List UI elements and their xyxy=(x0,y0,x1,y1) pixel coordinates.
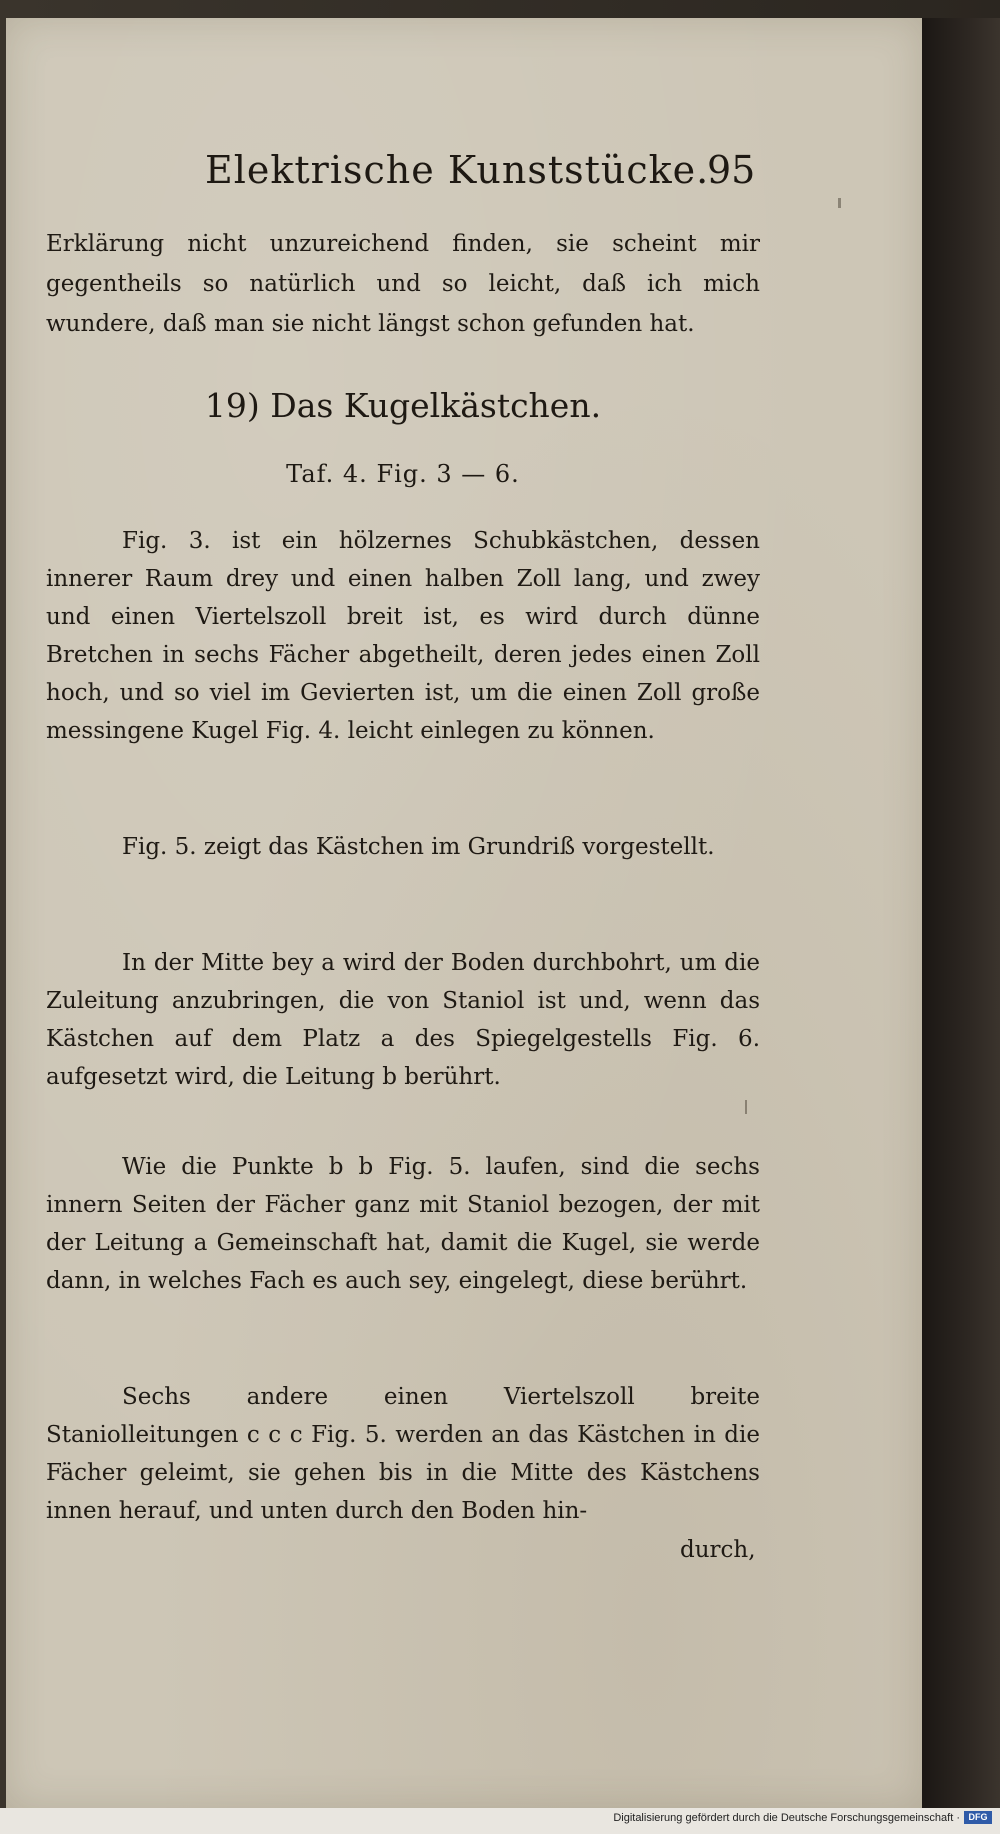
paragraph-text: Wie die Punkte b b Fig. 5. laufen, sind die sechs innern Seiten der Fächer ganz mit Staniol bezogen, der mit der Leitung a Gemeinschaft hat, damit die Kugel, sie werde dann, in welches Fach es auch sey, eingelegt, diese berührt. xyxy=(46,1154,760,1294)
paragraph-text: In der Mitte bey a wird der Boden durchbohrt, um die Zuleitung anzubringen, die von Staniol ist und, wenn das Kästchen auf dem Platz a des Spiegelgestells Fig. 6. aufgesetzt wird, die Leitung b berührt. xyxy=(46,950,760,1090)
paper-speck xyxy=(745,1100,747,1114)
body-paragraph xyxy=(46,1148,760,1300)
page-number: 95 xyxy=(707,148,756,192)
catchword: durch, xyxy=(680,1537,756,1563)
paragraph-text: Sechs andere einen Viertelszoll breite Staniolleitungen c c c Fig. 5. werden an das Kästchen in die Fächer geleimt, sie gehen bis in die Mitte des Kästchens innen herauf, und unten durch den Boden hin- xyxy=(46,1384,760,1524)
body-paragraph xyxy=(46,522,760,750)
continuation-paragraph: Erklärung nicht unzureichend finden, sie scheint mir gegentheils so natürlich und so leicht, daß ich mich wundere, daß man sie nicht längst schon gefunden hat. xyxy=(46,231,760,337)
section-title: 19) Das Kugelkästchen. xyxy=(204,386,602,425)
paragraph-text: Fig. 3. ist ein hölzernes Schubkästchen, dessen innerer Raum drey und einen halben Zoll lang, und zwey und einen Viertelszoll breit ist, es wird durch dünne Bretchen in sechs Fächer abgetheilt, deren jedes einen Zoll hoch, und so viel im Gevierten ist, um die einen Zoll große messingene Kugel Fig. 4. leicht einlegen zu können. xyxy=(46,528,760,744)
body-paragraph xyxy=(46,1378,760,1530)
paper-speck xyxy=(838,198,841,208)
page-gutter-shadow xyxy=(922,18,1000,1808)
dfg-logo: DFG xyxy=(964,1811,992,1824)
body-paragraph xyxy=(46,944,760,1096)
running-title: Elektrische Kunststücke. xyxy=(205,148,710,192)
body-paragraph xyxy=(46,828,760,866)
funding-note: Digitalisierung gefördert durch die Deutsche Forschungsgemeinschaft · xyxy=(613,1812,960,1824)
plate-reference: Taf. 4. Fig. 3 — 6. xyxy=(286,460,520,488)
paragraph-text: Fig. 5. zeigt das Kästchen im Grundriß vorgestellt. xyxy=(122,834,715,860)
